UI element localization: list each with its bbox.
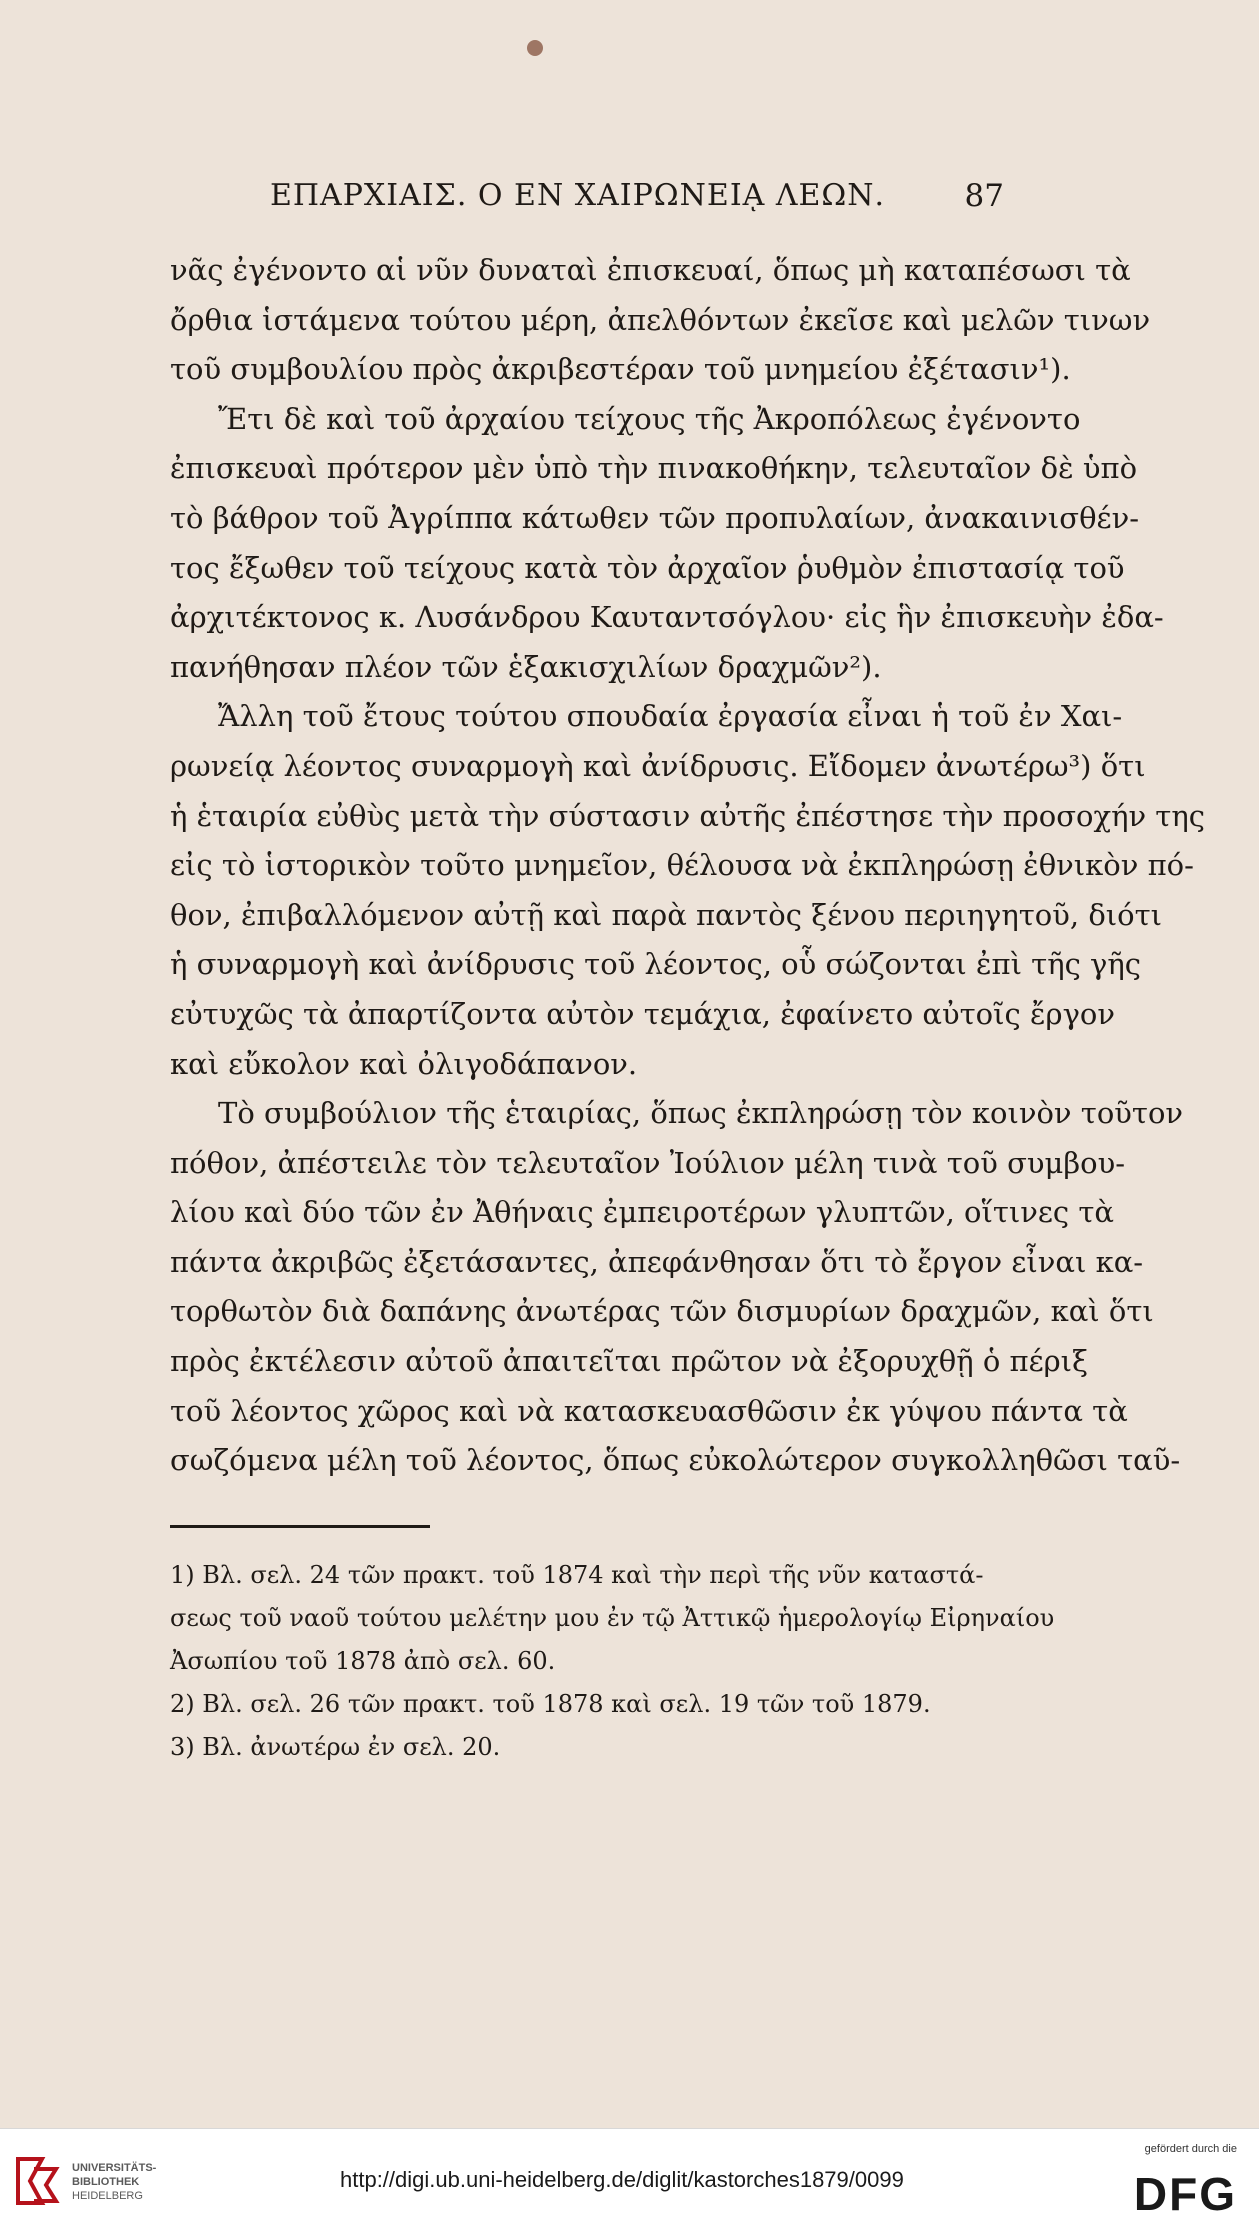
library-name-line-1: UNIVERSITÄTS-: [72, 2162, 157, 2174]
text-line: Ἔτι δὲ καὶ τοῦ ἀρχαίου τείχους τῆς Ἀκροπόλεως ἐγένοντο: [218, 401, 1081, 436]
text-line: Ἄλλη τοῦ ἔτους τούτου σπουδαία ἐργασία εἶναι ἡ τοῦ ἐν Χαι-: [218, 699, 1123, 734]
footnote-divider: [170, 1525, 430, 1528]
footnote-line: 3) Βλ. ἀνωτέρω ἐν σελ. 20.: [170, 1733, 501, 1761]
text-line: τὸ βάθρον τοῦ Ἀγρίππα κάτωθεν τῶν προπυλαίων, ἀνακαινισθέν-: [170, 500, 1140, 535]
text-line: πρὸς ἐκτέλεσιν αὐτοῦ ἀπαιτεῖται πρῶτον νὰ ἐξορυχθῇ ὁ πέριξ: [170, 1344, 1089, 1379]
viewer-footer: [0, 2128, 1259, 2228]
library-name: [72, 2161, 222, 2203]
library-name-line-2: BIBLIOTHEK: [72, 2176, 140, 2188]
footnotes: [170, 1554, 1055, 1769]
text-line: σωζόμενα μέλη τοῦ λέοντος, ὅπως εὐκολώτερον συγκολληθῶσι ταῦ-: [170, 1443, 1181, 1478]
text-line: εἰς τὸ ἱστορικὸν τοῦτο μνημεῖον, θέλουσα νὰ ἐκπληρώσῃ ἐθνικὸν πό-: [170, 848, 1194, 883]
text-line: ἡ συναρμογὴ καὶ ἀνίδρυσις τοῦ λέοντος, οὗ σώζονται ἐπὶ τῆς γῆς: [170, 947, 1141, 982]
text-line: τορθωτὸν διὰ δαπάνης ἀνωτέρας τῶν δισμυρίων δραχμῶν, καὶ ὅτι: [170, 1294, 1154, 1329]
body-text: [170, 246, 1205, 1486]
text-line: Τὸ συμβούλιον τῆς ἑταιρίας, ὅπως ἐκπληρώσῃ τὸν κοινὸν τοῦτον: [218, 1096, 1184, 1131]
text-line: θον, ἐπιβαλλόμενον αὐτῇ καὶ παρὰ παντὸς ξένου περιηγητοῦ, διότι: [170, 897, 1163, 932]
binding-stain: [527, 40, 543, 56]
text-line: ὄρθια ἱστάμενα τούτου μέρη, ἀπελθόντων ἐκεῖσε καὶ μελῶν τινων: [170, 302, 1151, 337]
library-name-line-3: HEIDELBERG: [72, 2190, 143, 2202]
running-title: ΕΠΑΡΧΙΑΙΣ. Ο ΕΝ ΧΑΙΡΩΝΕΙᾼ ΛΕΩΝ.: [270, 178, 886, 213]
text-line: πάντα ἀκριβῶς ἐξετάσαντες, ἀπεφάνθησαν ὅτι τὸ ἔργον εἶναι κα-: [170, 1244, 1144, 1279]
text-line: τος ἔξωθεν τοῦ τείχους κατὰ τὸν ἀρχαῖον ῥυθμὸν ἐπιστασίᾳ τοῦ: [170, 550, 1125, 585]
text-line: ἀρχιτέκτονος κ. Λυσάνδρου Καυταντσόγλου· εἰς ἣν ἐπισκευὴν ἐδα-: [170, 600, 1164, 635]
text-line: τοῦ λέοντος χῶρος καὶ νὰ κατασκευασθῶσιν ἐκ γύψου πάντα τὰ: [170, 1393, 1128, 1428]
page-number: 87: [964, 178, 1004, 214]
text-line: λίου καὶ δύο τῶν ἐν Ἀθήναις ἐμπειροτέρων γλυπτῶν, οἵτινες τὰ: [170, 1195, 1115, 1230]
university-library-logo: [12, 2151, 62, 2211]
footnote-line: Ἀσωπίου τοῦ 1878 ἀπὸ σελ. 60.: [170, 1647, 556, 1675]
text-line: καὶ εὔκολον καὶ ὀλιγοδάπανον.: [170, 1046, 638, 1081]
running-head: [170, 178, 1004, 218]
footnote-line: σεως τοῦ ναοῦ τούτου μελέτην μου ἐν τῷ Ἀττικῷ ἡμερολογίῳ Εἰρηναίου: [170, 1604, 1055, 1632]
text-line: εὐτυχῶς τὰ ἀπαρτίζοντα αὐτὸν τεμάχια, ἐφαίνετο αὐτοῖς ἔργον: [170, 996, 1115, 1031]
text-line: ρωνείᾳ λέοντος συναρμογὴ καὶ ἀνίδρυσις. Εἴδομεν ἀνωτέρω³) ὅτι: [170, 748, 1146, 783]
footnote-line: 2) Βλ. σελ. 26 τῶν πρακτ. τοῦ 1878 καὶ σελ. 19 τῶν τοῦ 1879.: [170, 1690, 931, 1718]
text-line: νᾶς ἐγένοντο αἱ νῦν δυναταὶ ἐπισκευαί, ὅπως μὴ καταπέσωσι τὰ: [170, 253, 1131, 287]
footnote-line: 1) Βλ. σελ. 24 τῶν πρακτ. τοῦ 1874 καὶ τὴν περὶ τῆς νῦν καταστά-: [170, 1561, 984, 1589]
text-line: πόθον, ἀπέστειλε τὸν τελευταῖον Ἰούλιον μέλη τινὰ τοῦ συμβου-: [170, 1145, 1126, 1180]
text-line: τοῦ συμβουλίου πρὸς ἀκριβεστέραν τοῦ μνημείου ἐξέτασιν¹).: [170, 352, 1071, 387]
funding-label: gefördert durch die: [1144, 2143, 1237, 2155]
text-line: πανήθησαν πλέον τῶν ἑξακισχιλίων δραχμῶν²).: [170, 649, 882, 684]
dfg-logo: DFG: [1133, 2168, 1237, 2220]
permalink-url[interactable]: http://digi.ub.uni-heidelberg.de/diglit/kastorches1879/0099: [340, 2167, 904, 2192]
text-line: ἐπισκευαὶ πρότερον μὲν ὑπὸ τὴν πινακοθήκην, τελευταῖον δὲ ὑπὸ: [170, 451, 1138, 486]
text-line: ἡ ἑταιρία εὐθὺς μετὰ τὴν σύστασιν αὐτῆς ἐπέστησε τὴν προσοχήν της: [170, 798, 1205, 833]
